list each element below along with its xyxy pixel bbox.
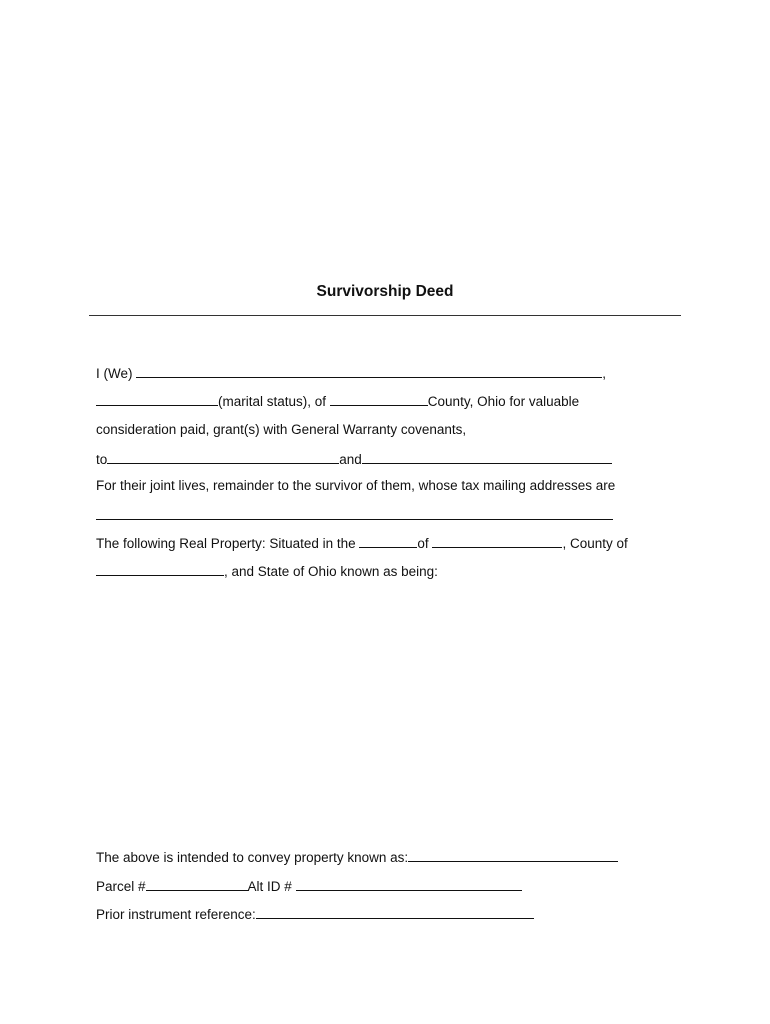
property-location-line xyxy=(96,534,628,552)
consideration-line xyxy=(96,421,466,439)
consideration-text: consideration paid, grant(s) with General Warranty covenants, xyxy=(96,422,467,437)
state-line xyxy=(96,562,438,580)
county-label: County, Ohio for valuable xyxy=(427,394,580,409)
convey-text: The above is intended to convey property known as: xyxy=(96,850,409,865)
municipality-field[interactable] xyxy=(432,534,562,548)
and-label: and xyxy=(339,452,362,467)
marital-status-field[interactable] xyxy=(96,392,218,406)
property-county-field[interactable] xyxy=(96,562,224,576)
to-label: to xyxy=(96,452,108,467)
prior-instrument-field[interactable] xyxy=(256,905,534,919)
document-title: Survivorship Deed xyxy=(316,283,454,300)
grantee-line xyxy=(96,450,612,468)
alt-id-field[interactable] xyxy=(296,877,522,891)
alt-id-label: Alt ID # xyxy=(247,879,292,894)
tax-mailing-address-field[interactable] xyxy=(96,519,613,520)
prior-instrument-label: Prior instrument reference: xyxy=(96,907,256,922)
survivorship-line xyxy=(96,477,615,495)
county-of-label: , County of xyxy=(562,536,628,551)
parcel-line xyxy=(96,877,522,895)
grantee-2-field[interactable] xyxy=(362,450,612,464)
convey-line xyxy=(96,848,618,866)
property-label: The following Real Property: Situated in the xyxy=(96,536,356,551)
property-known-as-field[interactable] xyxy=(408,848,618,862)
title-divider xyxy=(89,315,681,316)
marital-status-label: (marital status), of xyxy=(218,394,327,409)
grantee-1-field[interactable] xyxy=(107,450,339,464)
marital-county-line xyxy=(96,392,579,410)
township-field[interactable] xyxy=(359,534,417,548)
survivorship-text: For their joint lives, remainder to the survivor of them, whose tax mailing addresses are xyxy=(96,478,616,493)
of-label: of xyxy=(417,536,429,551)
grantor-name-field[interactable] xyxy=(136,364,602,378)
parcel-label: Parcel # xyxy=(96,879,146,894)
prior-instrument-line xyxy=(96,905,534,923)
state-text: , and State of Ohio known as being: xyxy=(224,564,438,579)
grantor-comma: , xyxy=(602,366,607,381)
parcel-number-field[interactable] xyxy=(146,877,248,891)
grantor-line xyxy=(96,364,606,382)
county-field[interactable] xyxy=(330,392,428,406)
grantor-label: I (We) xyxy=(96,366,133,381)
